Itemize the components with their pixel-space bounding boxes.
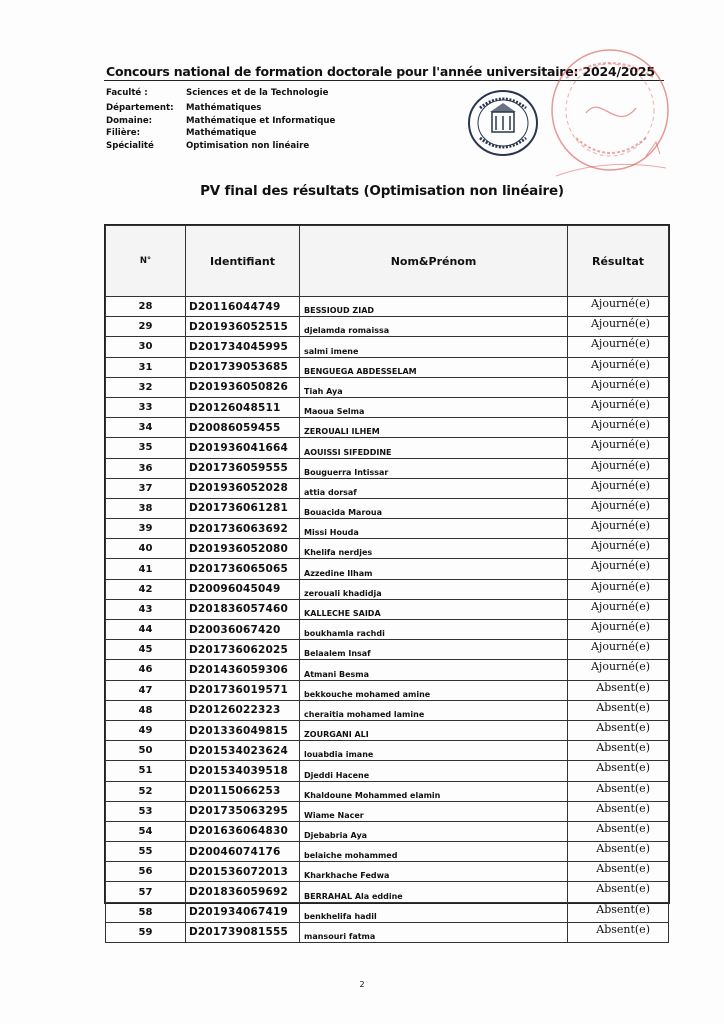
- row-number: 48: [106, 700, 186, 720]
- row-result: Ajourné(e): [568, 539, 669, 559]
- table-row: [106, 599, 669, 619]
- row-number: 42: [106, 579, 186, 599]
- meta-row-faculte: [106, 88, 335, 101]
- row-identifiant: D20126048511: [186, 397, 300, 417]
- row-result: Ajourné(e): [568, 317, 669, 337]
- row-number: 34: [106, 418, 186, 438]
- column-header-identifiant: Identifiant: [186, 226, 300, 297]
- table-row: [106, 842, 669, 862]
- row-result: Ajourné(e): [568, 337, 669, 357]
- row-name: Belaalem Insaf: [300, 640, 568, 660]
- meta-value: Mathématiques: [186, 102, 262, 113]
- row-result: Absent(e): [568, 862, 669, 882]
- table-row: [106, 438, 669, 458]
- meta-row-filiere: [106, 128, 335, 141]
- row-number: 44: [106, 620, 186, 640]
- row-identifiant: D20126022323: [186, 700, 300, 720]
- row-name: benkhelifa hadil: [300, 902, 568, 922]
- row-number: 37: [106, 478, 186, 498]
- row-number: 55: [106, 842, 186, 862]
- row-number: 41: [106, 559, 186, 579]
- row-identifiant: D201735063295: [186, 801, 300, 821]
- row-name: mansouri fatma: [300, 922, 568, 942]
- table-row: [106, 498, 669, 518]
- row-result: Absent(e): [568, 882, 669, 902]
- row-result: Ajourné(e): [568, 357, 669, 377]
- row-name: BENGUEGA ABDESSELAM: [300, 357, 568, 377]
- row-result: Ajourné(e): [568, 397, 669, 417]
- row-result: Absent(e): [568, 700, 669, 720]
- row-name: Bouacida Maroua: [300, 498, 568, 518]
- row-result: Ajourné(e): [568, 478, 669, 498]
- row-identifiant: D201734045995: [186, 337, 300, 357]
- row-number: 33: [106, 397, 186, 417]
- row-result: Absent(e): [568, 902, 669, 922]
- row-number: 57: [106, 882, 186, 902]
- row-identifiant: D201736059555: [186, 458, 300, 478]
- row-name: Missi Houda: [300, 519, 568, 539]
- row-identifiant: D201936041664: [186, 438, 300, 458]
- table-row: [106, 478, 669, 498]
- row-identifiant: D201534023624: [186, 741, 300, 761]
- row-identifiant: D20115066253: [186, 781, 300, 801]
- row-number: 54: [106, 821, 186, 841]
- row-result: Ajourné(e): [568, 418, 669, 438]
- row-result: Ajourné(e): [568, 438, 669, 458]
- row-name: BERRAHAL Ala eddine: [300, 882, 568, 902]
- table-row: [106, 579, 669, 599]
- row-result: Ajourné(e): [568, 297, 669, 317]
- row-result: Ajourné(e): [568, 640, 669, 660]
- row-name: bekkouche mohamed amine: [300, 680, 568, 700]
- row-identifiant: D201736062025: [186, 640, 300, 660]
- row-number: 29: [106, 317, 186, 337]
- row-number: 59: [106, 922, 186, 942]
- table-row: [106, 862, 669, 882]
- table-row: [106, 781, 669, 801]
- row-number: 28: [106, 297, 186, 317]
- row-number: 58: [106, 902, 186, 922]
- row-identifiant: D201739053685: [186, 357, 300, 377]
- row-name: cheraitia mohamed lamine: [300, 700, 568, 720]
- row-identifiant: D201936052515: [186, 317, 300, 337]
- table-row: [106, 882, 669, 902]
- row-name: ZEROUALI ILHEM: [300, 418, 568, 438]
- meta-label: Spécialité: [106, 141, 154, 152]
- row-number: 56: [106, 862, 186, 882]
- row-name: Bouguerra Intissar: [300, 458, 568, 478]
- row-identifiant: D20036067420: [186, 620, 300, 640]
- row-number: 36: [106, 458, 186, 478]
- row-identifiant: D201736063692: [186, 519, 300, 539]
- row-number: 43: [106, 599, 186, 619]
- page-title: [0, 183, 724, 199]
- row-identifiant: D201936052080: [186, 539, 300, 559]
- table-row: [106, 680, 669, 700]
- row-name: salmi imene: [300, 337, 568, 357]
- row-identifiant: D20046074176: [186, 842, 300, 862]
- table-row: [106, 761, 669, 781]
- row-name: Tiah Aya: [300, 377, 568, 397]
- row-identifiant: D201534039518: [186, 761, 300, 781]
- column-header-nom-prenom: Nom&Prénom: [300, 226, 568, 297]
- table-row: [106, 559, 669, 579]
- row-result: Ajourné(e): [568, 599, 669, 619]
- table-header-row: [106, 226, 669, 297]
- row-result: Ajourné(e): [568, 458, 669, 478]
- page-header-title: Concours national de formation doctorale pour l'année universitaire: 2024/2025: [106, 64, 655, 79]
- row-number: 31: [106, 357, 186, 377]
- table-row: [106, 397, 669, 417]
- university-seal-icon: [466, 88, 540, 158]
- row-name: Atmani Besma: [300, 660, 568, 680]
- row-result: Absent(e): [568, 741, 669, 761]
- meta-value: Optimisation non linéaire: [186, 141, 310, 152]
- results-table: [105, 225, 669, 943]
- row-identifiant: D201836059692: [186, 882, 300, 902]
- meta-row-departement: [106, 103, 335, 116]
- meta-row-domaine: [106, 116, 335, 129]
- table-row: [106, 458, 669, 478]
- table-row: [106, 801, 669, 821]
- row-name: Djebabria Aya: [300, 821, 568, 841]
- row-identifiant: D20116044749: [186, 297, 300, 317]
- table-row: [106, 700, 669, 720]
- row-name: djelamda romaissa: [300, 317, 568, 337]
- column-header-number: N°: [106, 226, 186, 297]
- table-row: [106, 640, 669, 660]
- table-row: [106, 297, 669, 317]
- row-identifiant: D201934067419: [186, 902, 300, 922]
- table-row: [106, 317, 669, 337]
- row-number: 52: [106, 781, 186, 801]
- row-number: 50: [106, 741, 186, 761]
- row-name: AOUISSI SIFEDDINE: [300, 438, 568, 458]
- row-result: Absent(e): [568, 720, 669, 740]
- row-result: Ajourné(e): [568, 519, 669, 539]
- meta-row-specialite: [106, 141, 335, 154]
- table-row: [106, 922, 669, 942]
- row-result: Ajourné(e): [568, 620, 669, 640]
- row-number: 32: [106, 377, 186, 397]
- row-name: Khaldoune Mohammed elamin: [300, 781, 568, 801]
- row-name: Kharkhache Fedwa: [300, 862, 568, 882]
- row-result: Absent(e): [568, 761, 669, 781]
- row-name: attia dorsaf: [300, 478, 568, 498]
- row-identifiant: D20086059455: [186, 418, 300, 438]
- row-name: Maoua Selma: [300, 397, 568, 417]
- table-row: [106, 377, 669, 397]
- row-number: 51: [106, 761, 186, 781]
- row-identifiant: D20096045049: [186, 579, 300, 599]
- row-name: Djeddi Hacene: [300, 761, 568, 781]
- column-header-resultat: Résultat: [568, 226, 669, 297]
- row-number: 40: [106, 539, 186, 559]
- row-number: 39: [106, 519, 186, 539]
- row-name: zerouali khadidja: [300, 579, 568, 599]
- table-row: [106, 821, 669, 841]
- row-name: Khelifa nerdjes: [300, 539, 568, 559]
- row-identifiant: D201336049815: [186, 720, 300, 740]
- page-number: 2: [359, 980, 365, 989]
- results-table-frame: [104, 224, 670, 941]
- row-name: ZOURGANI ALI: [300, 720, 568, 740]
- meta-label: Domaine:: [106, 115, 153, 126]
- row-identifiant: D201739081555: [186, 922, 300, 942]
- row-result: Ajourné(e): [568, 498, 669, 518]
- meta-label: Faculté :: [106, 88, 148, 98]
- meta-value: Mathématique et Informatique: [186, 115, 336, 126]
- row-name: KALLECHE SAIDA: [300, 599, 568, 619]
- row-number: 47: [106, 680, 186, 700]
- row-name: boukhamla rachdi: [300, 620, 568, 640]
- row-name: louabdia imane: [300, 741, 568, 761]
- meta-label: Département:: [106, 102, 174, 113]
- row-result: Absent(e): [568, 821, 669, 841]
- meta-value: Mathématique: [186, 128, 257, 139]
- table-row: [106, 902, 669, 922]
- table-row: [106, 660, 669, 680]
- row-number: 53: [106, 801, 186, 821]
- row-result: Absent(e): [568, 801, 669, 821]
- row-number: 30: [106, 337, 186, 357]
- row-result: Ajourné(e): [568, 579, 669, 599]
- row-name: Azzedine Ilham: [300, 559, 568, 579]
- row-number: 49: [106, 720, 186, 740]
- table-row: [106, 519, 669, 539]
- row-result: Absent(e): [568, 842, 669, 862]
- row-number: 45: [106, 640, 186, 660]
- row-identifiant: D201536072013: [186, 862, 300, 882]
- meta-value: Sciences et de la Technologie: [186, 88, 329, 98]
- table-row: [106, 418, 669, 438]
- row-result: Absent(e): [568, 781, 669, 801]
- official-stamp-icon: [546, 38, 674, 184]
- metadata-block: [106, 88, 335, 154]
- row-result: Ajourné(e): [568, 559, 669, 579]
- row-identifiant: D201736065065: [186, 559, 300, 579]
- row-name: belaiche mohammed: [300, 842, 568, 862]
- row-identifiant: D201736061281: [186, 498, 300, 518]
- row-identifiant: D201736019571: [186, 680, 300, 700]
- table-row: [106, 539, 669, 559]
- row-result: Ajourné(e): [568, 660, 669, 680]
- row-number: 35: [106, 438, 186, 458]
- row-identifiant: D201936050826: [186, 377, 300, 397]
- table-row: [106, 741, 669, 761]
- row-name: Wiame Nacer: [300, 801, 568, 821]
- table-row: [106, 337, 669, 357]
- row-identifiant: D201936052028: [186, 478, 300, 498]
- table-row: [106, 357, 669, 377]
- row-number: 38: [106, 498, 186, 518]
- row-result: Absent(e): [568, 922, 669, 942]
- meta-label: Filière:: [106, 128, 141, 139]
- table-row: [106, 720, 669, 740]
- row-identifiant: D201836057460: [186, 599, 300, 619]
- row-identifiant: D201636064830: [186, 821, 300, 841]
- row-result: Absent(e): [568, 680, 669, 700]
- table-row: [106, 620, 669, 640]
- row-name: BESSIOUD ZIAD: [300, 297, 568, 317]
- row-number: 46: [106, 660, 186, 680]
- page-title-text: PV final des résultats (Optimisation non linéaire): [200, 183, 564, 199]
- row-identifiant: D201436059306: [186, 660, 300, 680]
- row-result: Ajourné(e): [568, 377, 669, 397]
